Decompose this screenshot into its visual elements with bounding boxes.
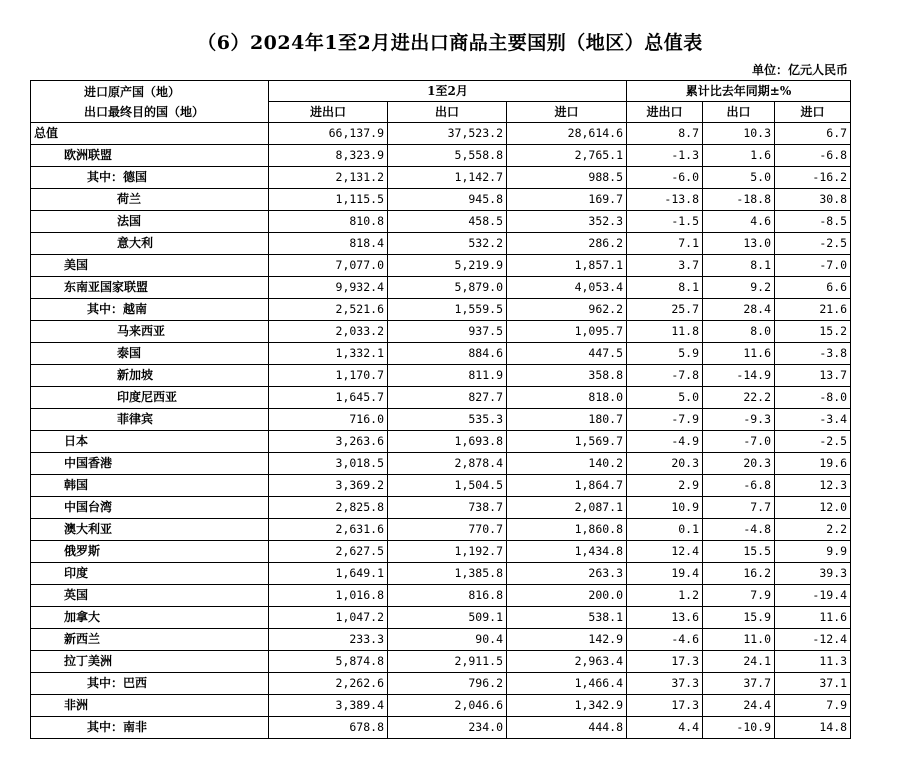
table-row (31, 365, 851, 387)
export-value-cell: 37,523.2 (388, 123, 507, 145)
region-name-cell: 新西兰 (31, 629, 269, 651)
export-value-cell: 2,046.6 (388, 695, 507, 717)
import-value-cell: 358.8 (507, 365, 627, 387)
import-value-cell: 28,614.6 (507, 123, 627, 145)
import-value-cell: 1,864.7 (507, 475, 627, 497)
table-row (31, 541, 851, 563)
trade-table (30, 80, 851, 739)
export-yoy-cell: 15.9 (703, 607, 775, 629)
total-yoy-cell: 12.4 (627, 541, 703, 563)
import-value-cell: 988.5 (507, 167, 627, 189)
import-value-cell: 1,466.4 (507, 673, 627, 695)
total-yoy-cell: 2.9 (627, 475, 703, 497)
total-value-cell: 1,016.8 (269, 585, 388, 607)
total-yoy-cell: -4.9 (627, 431, 703, 453)
total-value-cell: 1,047.2 (269, 607, 388, 629)
export-yoy-cell: -4.8 (703, 519, 775, 541)
table-row (31, 189, 851, 211)
import-yoy-cell: 39.3 (775, 563, 851, 585)
export-value-cell: 770.7 (388, 519, 507, 541)
export-yoy-cell: 16.2 (703, 563, 775, 585)
table-row (31, 497, 851, 519)
export-yoy-cell: 5.0 (703, 167, 775, 189)
export-yoy-cell: 13.0 (703, 233, 775, 255)
import-value-cell: 142.9 (507, 629, 627, 651)
total-value-cell: 2,262.6 (269, 673, 388, 695)
table-row (31, 673, 851, 695)
export-value-cell: 234.0 (388, 717, 507, 739)
import-yoy-cell: 11.6 (775, 607, 851, 629)
export-value-cell: 738.7 (388, 497, 507, 519)
export-value-cell: 458.5 (388, 211, 507, 233)
export-yoy-cell: 7.7 (703, 497, 775, 519)
export-yoy-cell: -18.8 (703, 189, 775, 211)
table-row (31, 343, 851, 365)
region-name-cell: 其中：巴西 (31, 673, 269, 695)
table-row (31, 651, 851, 673)
import-value-cell: 1,095.7 (507, 321, 627, 343)
import-yoy-cell: 19.6 (775, 453, 851, 475)
table-row (31, 519, 851, 541)
import-yoy-cell: 21.6 (775, 299, 851, 321)
region-name-cell: 荷兰 (31, 189, 269, 211)
total-value-cell: 2,131.2 (269, 167, 388, 189)
export-value-cell: 796.2 (388, 673, 507, 695)
table-row (31, 607, 851, 629)
total-yoy-cell: -7.8 (627, 365, 703, 387)
export-yoy-cell: 24.4 (703, 695, 775, 717)
import-yoy-cell: 7.9 (775, 695, 851, 717)
total-yoy-cell: 0.1 (627, 519, 703, 541)
import-yoy-cell: -8.0 (775, 387, 851, 409)
export-yoy-cell: 24.1 (703, 651, 775, 673)
total-yoy-cell: 10.9 (627, 497, 703, 519)
table-row (31, 211, 851, 233)
import-value-cell: 4,053.4 (507, 277, 627, 299)
import-yoy-cell: 6.6 (775, 277, 851, 299)
import-yoy-cell: -16.2 (775, 167, 851, 189)
export-yoy-cell: 15.5 (703, 541, 775, 563)
table-row (31, 387, 851, 409)
import-value-cell: 1,857.1 (507, 255, 627, 277)
export-yoy-cell: -9.3 (703, 409, 775, 431)
period-group-header: 1至2月 (269, 81, 627, 102)
table-row (31, 475, 851, 497)
export-value-cell: 827.7 (388, 387, 507, 409)
total-yoy-cell: -4.6 (627, 629, 703, 651)
import-value-cell: 962.2 (507, 299, 627, 321)
import-value-cell: 200.0 (507, 585, 627, 607)
region-name-cell: 菲律宾 (31, 409, 269, 431)
region-name-cell: 中国香港 (31, 453, 269, 475)
export-value-cell: 5,879.0 (388, 277, 507, 299)
import-yoy-cell: 15.2 (775, 321, 851, 343)
region-name-cell: 泰国 (31, 343, 269, 365)
import-yoy-cell: -2.5 (775, 233, 851, 255)
total-yoy-cell: -1.3 (627, 145, 703, 167)
region-name-cell: 中国台湾 (31, 497, 269, 519)
table-row (31, 695, 851, 717)
export-value-cell: 532.2 (388, 233, 507, 255)
export-yoy-cell: 10.3 (703, 123, 775, 145)
total-yoy-cell: 5.0 (627, 387, 703, 409)
total-value-cell: 678.8 (269, 717, 388, 739)
total-value-cell: 716.0 (269, 409, 388, 431)
export-value-cell: 945.8 (388, 189, 507, 211)
total-yoy-cell: 7.1 (627, 233, 703, 255)
import-value-cell: 263.3 (507, 563, 627, 585)
total-yoy-cell: -13.8 (627, 189, 703, 211)
table-row (31, 277, 851, 299)
export-value-cell: 1,192.7 (388, 541, 507, 563)
import-value-cell: 538.1 (507, 607, 627, 629)
total-yoy-cell: 17.3 (627, 651, 703, 673)
table-row (31, 629, 851, 651)
total-yoy-cell: 4.4 (627, 717, 703, 739)
region-name-cell: 新加坡 (31, 365, 269, 387)
import-value-cell: 286.2 (507, 233, 627, 255)
import-value-cell: 140.2 (507, 453, 627, 475)
export-value-cell: 535.3 (388, 409, 507, 431)
import-yoy-cell: -8.5 (775, 211, 851, 233)
col-header-export: 出口 (388, 102, 507, 123)
corner-header (31, 81, 269, 123)
import-yoy-cell: 30.8 (775, 189, 851, 211)
region-name-cell: 英国 (31, 585, 269, 607)
export-yoy-cell: -7.0 (703, 431, 775, 453)
total-yoy-cell: 8.7 (627, 123, 703, 145)
region-name-cell: 非洲 (31, 695, 269, 717)
table-row (31, 563, 851, 585)
export-value-cell: 937.5 (388, 321, 507, 343)
import-yoy-cell: -7.0 (775, 255, 851, 277)
import-value-cell: 169.7 (507, 189, 627, 211)
yoy-group-header: 累计比去年同期±% (627, 81, 851, 102)
unit-label: 单位：亿元人民币 (751, 63, 848, 77)
export-value-cell: 5,219.9 (388, 255, 507, 277)
page-title: （6）2024年1至2月进出口商品主要国别（地区）总值表 (197, 32, 703, 54)
export-value-cell: 5,558.8 (388, 145, 507, 167)
export-value-cell: 509.1 (388, 607, 507, 629)
total-value-cell: 66,137.9 (269, 123, 388, 145)
col-header-total: 进出口 (269, 102, 388, 123)
import-yoy-cell: -19.4 (775, 585, 851, 607)
total-value-cell: 2,631.6 (269, 519, 388, 541)
import-yoy-cell: 11.3 (775, 651, 851, 673)
table-row (31, 123, 851, 145)
import-value-cell: 2,087.1 (507, 497, 627, 519)
export-yoy-cell: -10.9 (703, 717, 775, 739)
import-yoy-cell: 12.0 (775, 497, 851, 519)
import-value-cell: 1,569.7 (507, 431, 627, 453)
export-value-cell: 811.9 (388, 365, 507, 387)
import-value-cell: 818.0 (507, 387, 627, 409)
total-yoy-cell: 19.4 (627, 563, 703, 585)
total-yoy-cell: -1.5 (627, 211, 703, 233)
export-yoy-cell: 11.0 (703, 629, 775, 651)
region-name-cell: 澳大利亚 (31, 519, 269, 541)
import-yoy-cell: 13.7 (775, 365, 851, 387)
total-value-cell: 2,521.6 (269, 299, 388, 321)
table-row (31, 145, 851, 167)
import-value-cell: 447.5 (507, 343, 627, 365)
total-yoy-cell: 5.9 (627, 343, 703, 365)
total-value-cell: 1,332.1 (269, 343, 388, 365)
export-value-cell: 1,142.7 (388, 167, 507, 189)
export-yoy-cell: 4.6 (703, 211, 775, 233)
col-header-import: 进口 (507, 102, 627, 123)
import-value-cell: 1,342.9 (507, 695, 627, 717)
region-name-cell: 欧洲联盟 (31, 145, 269, 167)
import-value-cell: 444.8 (507, 717, 627, 739)
total-value-cell: 1,649.1 (269, 563, 388, 585)
import-yoy-cell: -3.8 (775, 343, 851, 365)
total-yoy-cell: 20.3 (627, 453, 703, 475)
region-name-cell: 印度尼西亚 (31, 387, 269, 409)
total-yoy-cell: 8.1 (627, 277, 703, 299)
export-yoy-cell: 7.9 (703, 585, 775, 607)
region-name-cell: 东南亚国家联盟 (31, 277, 269, 299)
export-yoy-cell: 37.7 (703, 673, 775, 695)
export-value-cell: 1,504.5 (388, 475, 507, 497)
table-row (31, 233, 851, 255)
region-name-cell: 总值 (31, 123, 269, 145)
region-name-cell: 其中：越南 (31, 299, 269, 321)
table-row (31, 453, 851, 475)
total-yoy-cell: 1.2 (627, 585, 703, 607)
total-yoy-cell: -7.9 (627, 409, 703, 431)
total-yoy-cell: 3.7 (627, 255, 703, 277)
region-name-cell: 美国 (31, 255, 269, 277)
export-yoy-cell: -6.8 (703, 475, 775, 497)
import-yoy-cell: 14.8 (775, 717, 851, 739)
total-value-cell: 2,033.2 (269, 321, 388, 343)
total-value-cell: 7,077.0 (269, 255, 388, 277)
corner-line-export: 出口最终目的国（地） (84, 104, 205, 119)
import-yoy-cell: -2.5 (775, 431, 851, 453)
total-yoy-cell: 11.8 (627, 321, 703, 343)
export-value-cell: 816.8 (388, 585, 507, 607)
import-value-cell: 1,860.8 (507, 519, 627, 541)
import-yoy-cell: 6.7 (775, 123, 851, 145)
import-value-cell: 1,434.8 (507, 541, 627, 563)
import-yoy-cell: 37.1 (775, 673, 851, 695)
export-yoy-cell: 11.6 (703, 343, 775, 365)
total-value-cell: 8,323.9 (269, 145, 388, 167)
table-row (31, 167, 851, 189)
export-yoy-cell: 20.3 (703, 453, 775, 475)
export-yoy-cell: 8.0 (703, 321, 775, 343)
total-yoy-cell: 17.3 (627, 695, 703, 717)
table-row (31, 585, 851, 607)
total-yoy-cell: 13.6 (627, 607, 703, 629)
region-name-cell: 加拿大 (31, 607, 269, 629)
col-header-export-yoy: 出口 (703, 102, 775, 123)
export-yoy-cell: 1.6 (703, 145, 775, 167)
export-value-cell: 1,559.5 (388, 299, 507, 321)
total-yoy-cell: 25.7 (627, 299, 703, 321)
import-yoy-cell: -3.4 (775, 409, 851, 431)
total-value-cell: 3,018.5 (269, 453, 388, 475)
region-name-cell: 韩国 (31, 475, 269, 497)
import-value-cell: 2,963.4 (507, 651, 627, 673)
table-row (31, 299, 851, 321)
region-name-cell: 日本 (31, 431, 269, 453)
table-row (31, 717, 851, 739)
table-row (31, 431, 851, 453)
export-value-cell: 2,878.4 (388, 453, 507, 475)
export-yoy-cell: 8.1 (703, 255, 775, 277)
import-yoy-cell: 12.3 (775, 475, 851, 497)
region-name-cell: 意大利 (31, 233, 269, 255)
export-yoy-cell: 9.2 (703, 277, 775, 299)
export-value-cell: 1,693.8 (388, 431, 507, 453)
export-yoy-cell: -14.9 (703, 365, 775, 387)
total-value-cell: 3,369.2 (269, 475, 388, 497)
table-row (31, 409, 851, 431)
total-value-cell: 2,627.5 (269, 541, 388, 563)
total-yoy-cell: 37.3 (627, 673, 703, 695)
import-yoy-cell: -12.4 (775, 629, 851, 651)
region-name-cell: 其中：德国 (31, 167, 269, 189)
import-value-cell: 2,765.1 (507, 145, 627, 167)
export-yoy-cell: 28.4 (703, 299, 775, 321)
corner-line-import: 进口原产国（地） (84, 84, 181, 99)
total-value-cell: 233.3 (269, 629, 388, 651)
import-value-cell: 352.3 (507, 211, 627, 233)
export-value-cell: 2,911.5 (388, 651, 507, 673)
total-value-cell: 9,932.4 (269, 277, 388, 299)
region-name-cell: 其中：南非 (31, 717, 269, 739)
col-header-import-yoy: 进口 (775, 102, 851, 123)
region-name-cell: 拉丁美洲 (31, 651, 269, 673)
import-yoy-cell: 2.2 (775, 519, 851, 541)
total-value-cell: 3,389.4 (269, 695, 388, 717)
total-value-cell: 1,170.7 (269, 365, 388, 387)
total-value-cell: 810.8 (269, 211, 388, 233)
total-value-cell: 818.4 (269, 233, 388, 255)
export-value-cell: 1,385.8 (388, 563, 507, 585)
total-value-cell: 2,825.8 (269, 497, 388, 519)
export-value-cell: 90.4 (388, 629, 507, 651)
import-value-cell: 180.7 (507, 409, 627, 431)
total-value-cell: 5,874.8 (269, 651, 388, 673)
total-value-cell: 3,263.6 (269, 431, 388, 453)
export-yoy-cell: 22.2 (703, 387, 775, 409)
table-row (31, 255, 851, 277)
region-name-cell: 印度 (31, 563, 269, 585)
table-row (31, 321, 851, 343)
region-name-cell: 马来西亚 (31, 321, 269, 343)
total-value-cell: 1,115.5 (269, 189, 388, 211)
col-header-total-yoy: 进出口 (627, 102, 703, 123)
region-name-cell: 法国 (31, 211, 269, 233)
total-yoy-cell: -6.0 (627, 167, 703, 189)
table-body (31, 123, 851, 739)
region-name-cell: 俄罗斯 (31, 541, 269, 563)
import-yoy-cell: 9.9 (775, 541, 851, 563)
import-yoy-cell: -6.8 (775, 145, 851, 167)
export-value-cell: 884.6 (388, 343, 507, 365)
total-value-cell: 1,645.7 (269, 387, 388, 409)
